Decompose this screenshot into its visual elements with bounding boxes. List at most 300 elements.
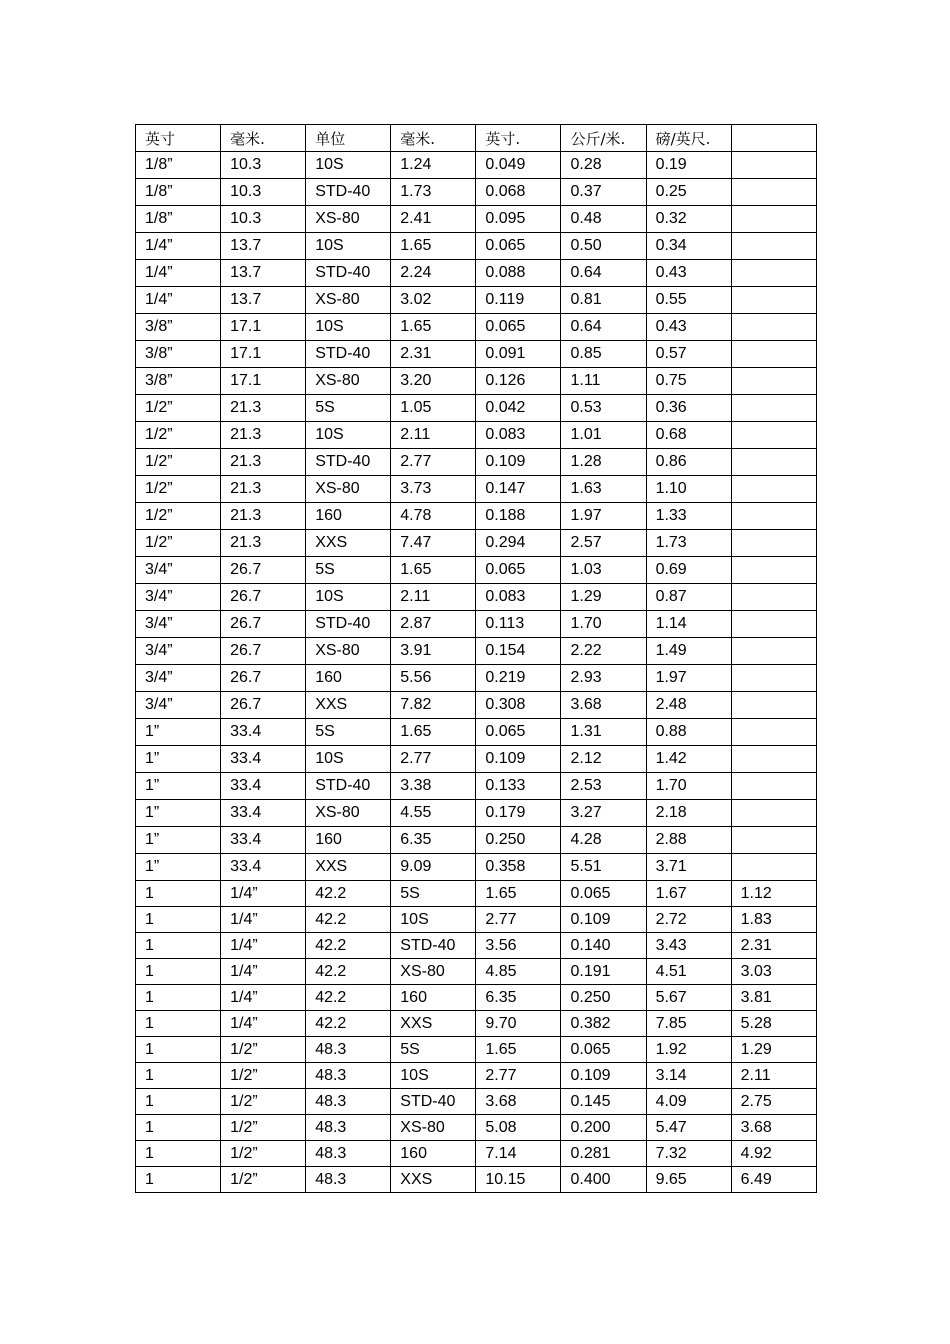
table-cell: 1/2” xyxy=(221,1167,306,1193)
table-cell: 0.119 xyxy=(476,287,561,314)
table-cell: 0.294 xyxy=(476,530,561,557)
table-cell: 3.38 xyxy=(391,773,476,800)
table-cell: 3.27 xyxy=(561,800,646,827)
header-cell: 毫米. xyxy=(221,125,306,152)
table-cell: XXS xyxy=(306,530,391,557)
table-cell: 2.77 xyxy=(391,449,476,476)
table-cell: 1.12 xyxy=(731,881,816,907)
table-cell: 1 xyxy=(136,1167,221,1193)
table-cell: 1/4” xyxy=(221,1011,306,1037)
table-cell xyxy=(731,584,816,611)
table-cell: 13.7 xyxy=(221,287,306,314)
table-cell: 3.68 xyxy=(731,1115,816,1141)
table-cell: 10S xyxy=(306,746,391,773)
table-cell: 3/4” xyxy=(136,584,221,611)
table-cell: 0.145 xyxy=(561,1089,646,1115)
table-cell: 0.36 xyxy=(646,395,731,422)
table-cell: 0.43 xyxy=(646,260,731,287)
table-cell xyxy=(731,557,816,584)
table-cell: 13.7 xyxy=(221,260,306,287)
table-cell: 10S xyxy=(391,1063,476,1089)
table-cell: 0.53 xyxy=(561,395,646,422)
table-cell: 10.3 xyxy=(221,206,306,233)
table-cell: XXS xyxy=(306,854,391,881)
table-cell: 26.7 xyxy=(221,692,306,719)
table-cell: 0.25 xyxy=(646,179,731,206)
table-cell: XS-80 xyxy=(306,287,391,314)
table-cell: 26.7 xyxy=(221,638,306,665)
table-row xyxy=(136,665,817,692)
table-cell: 1/8” xyxy=(136,206,221,233)
table-cell: 3.20 xyxy=(391,368,476,395)
table-cell: 1.65 xyxy=(391,557,476,584)
table-cell: 1/2” xyxy=(136,422,221,449)
table-cell: XXS xyxy=(391,1167,476,1193)
table-cell: 48.3 xyxy=(306,1063,391,1089)
table-cell: 0.32 xyxy=(646,206,731,233)
table-row xyxy=(136,881,817,907)
table-cell: 17.1 xyxy=(221,341,306,368)
table-cell: 2.88 xyxy=(646,827,731,854)
table-cell: 1.73 xyxy=(391,179,476,206)
table-cell: 1 xyxy=(136,1115,221,1141)
table-cell xyxy=(731,719,816,746)
table-cell xyxy=(731,800,816,827)
table-cell: 0.065 xyxy=(561,881,646,907)
table-cell: 0.113 xyxy=(476,611,561,638)
table-cell: 10S xyxy=(306,233,391,260)
table-cell: 6.49 xyxy=(731,1167,816,1193)
table-cell: 10S xyxy=(306,314,391,341)
table-cell: 3.03 xyxy=(731,959,816,985)
table-cell: STD-40 xyxy=(306,260,391,287)
header-cell: 公斤/米. xyxy=(561,125,646,152)
table-cell: 160 xyxy=(391,1141,476,1167)
table-cell: 0.191 xyxy=(561,959,646,985)
table-cell: 5.56 xyxy=(391,665,476,692)
table-cell: 48.3 xyxy=(306,1089,391,1115)
table-cell: 0.109 xyxy=(561,1063,646,1089)
table-row xyxy=(136,584,817,611)
table-cell: 1 xyxy=(136,933,221,959)
table-cell xyxy=(731,368,816,395)
table-cell: 1.42 xyxy=(646,746,731,773)
header-cell: 磅/英尺. xyxy=(646,125,731,152)
table-cell: 1.97 xyxy=(646,665,731,692)
table-cell: 0.37 xyxy=(561,179,646,206)
table-cell: 0.69 xyxy=(646,557,731,584)
table-cell: 1 xyxy=(136,1089,221,1115)
table-cell: 4.09 xyxy=(646,1089,731,1115)
table-row xyxy=(136,827,817,854)
table-cell: 1.01 xyxy=(561,422,646,449)
table-cell: 160 xyxy=(306,503,391,530)
table-cell: 3.43 xyxy=(646,933,731,959)
table-cell: 2.72 xyxy=(646,907,731,933)
table-cell: 3/4” xyxy=(136,557,221,584)
table-cell: 1 xyxy=(136,1141,221,1167)
table-cell: 1/2” xyxy=(136,530,221,557)
header-cell: 英寸. xyxy=(476,125,561,152)
table-row xyxy=(136,1063,817,1089)
table-cell: 1 xyxy=(136,907,221,933)
table-cell: 0.57 xyxy=(646,341,731,368)
table-cell: 0.88 xyxy=(646,719,731,746)
table-cell: 42.2 xyxy=(306,985,391,1011)
table-cell: 42.2 xyxy=(306,959,391,985)
table-cell: 0.065 xyxy=(476,233,561,260)
table-cell: 3.68 xyxy=(561,692,646,719)
table-cell: 3/8” xyxy=(136,341,221,368)
table-cell: 5.28 xyxy=(731,1011,816,1037)
header-cell: 单位 xyxy=(306,125,391,152)
table-cell xyxy=(731,233,816,260)
table-cell: 0.109 xyxy=(476,449,561,476)
table-cell: 0.68 xyxy=(646,422,731,449)
table-row xyxy=(136,1089,817,1115)
table-cell: 42.2 xyxy=(306,881,391,907)
table-cell: 1.24 xyxy=(391,152,476,179)
table-cell: 5S xyxy=(306,719,391,746)
table-cell: 2.93 xyxy=(561,665,646,692)
table-cell: 33.4 xyxy=(221,827,306,854)
table-cell: 2.48 xyxy=(646,692,731,719)
table-cell: 3.68 xyxy=(476,1089,561,1115)
table-cell: 0.133 xyxy=(476,773,561,800)
table-cell: 1.73 xyxy=(646,530,731,557)
table-cell: 5.67 xyxy=(646,985,731,1011)
table-cell: 160 xyxy=(391,985,476,1011)
table-cell: 3/8” xyxy=(136,314,221,341)
header-row xyxy=(136,125,817,152)
table-cell: 5S xyxy=(391,881,476,907)
table-cell: 1” xyxy=(136,827,221,854)
table-row xyxy=(136,314,817,341)
table-cell xyxy=(731,692,816,719)
table-cell: 2.57 xyxy=(561,530,646,557)
table-cell xyxy=(731,638,816,665)
table-row xyxy=(136,933,817,959)
table-cell: 0.109 xyxy=(561,907,646,933)
table-row xyxy=(136,611,817,638)
table-row xyxy=(136,692,817,719)
table-cell: XS-80 xyxy=(306,638,391,665)
table-cell: 6.35 xyxy=(476,985,561,1011)
table-cell: 4.28 xyxy=(561,827,646,854)
table-cell: STD-40 xyxy=(306,773,391,800)
table-cell: 2.41 xyxy=(391,206,476,233)
table-cell: 4.92 xyxy=(731,1141,816,1167)
table-cell: 0.065 xyxy=(561,1037,646,1063)
table-cell xyxy=(731,854,816,881)
table-cell: 1 xyxy=(136,985,221,1011)
table-cell: 1.29 xyxy=(731,1037,816,1063)
table-cell: 1.33 xyxy=(646,503,731,530)
table-cell: 0.126 xyxy=(476,368,561,395)
table-cell: 1” xyxy=(136,746,221,773)
table-cell: 3.14 xyxy=(646,1063,731,1089)
table-cell: 1.11 xyxy=(561,368,646,395)
table-cell xyxy=(731,746,816,773)
table-cell: 3.71 xyxy=(646,854,731,881)
table-cell: 0.86 xyxy=(646,449,731,476)
table-cell: 1/8” xyxy=(136,179,221,206)
table-cell: 10.3 xyxy=(221,152,306,179)
table-cell: 1/4” xyxy=(221,907,306,933)
table-cell: 7.85 xyxy=(646,1011,731,1037)
table-cell: 0.64 xyxy=(561,260,646,287)
table-cell: 1.65 xyxy=(476,881,561,907)
table-cell: 1” xyxy=(136,719,221,746)
table-row xyxy=(136,260,817,287)
table-cell: 5.08 xyxy=(476,1115,561,1141)
table-cell: 2.24 xyxy=(391,260,476,287)
table-cell: 1/2” xyxy=(221,1063,306,1089)
table-cell: 1.70 xyxy=(561,611,646,638)
table-cell: 1/2” xyxy=(221,1141,306,1167)
table-cell: 26.7 xyxy=(221,557,306,584)
table-row xyxy=(136,746,817,773)
table-cell: 0.083 xyxy=(476,584,561,611)
table-row xyxy=(136,422,817,449)
table-cell: 2.22 xyxy=(561,638,646,665)
table-cell: 3/8” xyxy=(136,368,221,395)
table-cell: 21.3 xyxy=(221,503,306,530)
table-cell: 1/4” xyxy=(136,260,221,287)
table-cell: 4.85 xyxy=(476,959,561,985)
table-cell: 10.15 xyxy=(476,1167,561,1193)
table-cell xyxy=(731,449,816,476)
table-cell: 17.1 xyxy=(221,368,306,395)
table-cell: 0.250 xyxy=(476,827,561,854)
table-cell: 0.068 xyxy=(476,179,561,206)
table-cell: 2.18 xyxy=(646,800,731,827)
table-cell: 1/8” xyxy=(136,152,221,179)
table-cell xyxy=(731,179,816,206)
table-cell: 0.091 xyxy=(476,341,561,368)
table-cell: 1/2” xyxy=(136,503,221,530)
table-cell: 7.32 xyxy=(646,1141,731,1167)
table-cell: 0.358 xyxy=(476,854,561,881)
table-cell: 1 xyxy=(136,1011,221,1037)
table-row xyxy=(136,854,817,881)
table-cell: STD-40 xyxy=(391,1089,476,1115)
table-cell: 0.281 xyxy=(561,1141,646,1167)
table-cell xyxy=(731,476,816,503)
table-cell: 0.308 xyxy=(476,692,561,719)
table-header xyxy=(136,125,817,152)
header-cell xyxy=(731,125,816,152)
table-cell: 1.65 xyxy=(391,233,476,260)
table-cell: 10.3 xyxy=(221,179,306,206)
table-cell: 33.4 xyxy=(221,800,306,827)
table-cell: 1.29 xyxy=(561,584,646,611)
header-cell: 毫米. xyxy=(391,125,476,152)
table-cell: 3.81 xyxy=(731,985,816,1011)
table-cell: 5.51 xyxy=(561,854,646,881)
table-cell: 1.03 xyxy=(561,557,646,584)
table-cell: 1/2” xyxy=(136,395,221,422)
table-cell: 33.4 xyxy=(221,773,306,800)
table-cell: 1.31 xyxy=(561,719,646,746)
table-row xyxy=(136,959,817,985)
table-cell: 21.3 xyxy=(221,530,306,557)
table-cell xyxy=(731,287,816,314)
table-cell: 21.3 xyxy=(221,422,306,449)
table-cell: 0.85 xyxy=(561,341,646,368)
table-cell xyxy=(731,314,816,341)
table-cell: 1.83 xyxy=(731,907,816,933)
table-cell: 33.4 xyxy=(221,746,306,773)
table-cell: XS-80 xyxy=(391,1115,476,1141)
table-cell xyxy=(731,827,816,854)
table-cell: 17.1 xyxy=(221,314,306,341)
table-cell: 1 xyxy=(136,1037,221,1063)
table-cell: 0.083 xyxy=(476,422,561,449)
table-cell: 48.3 xyxy=(306,1141,391,1167)
table-cell: 0.200 xyxy=(561,1115,646,1141)
table-cell: 33.4 xyxy=(221,719,306,746)
table-row xyxy=(136,557,817,584)
table-cell: 5S xyxy=(391,1037,476,1063)
table-cell: 0.042 xyxy=(476,395,561,422)
table-cell: 10S xyxy=(306,422,391,449)
table-cell: 0.250 xyxy=(561,985,646,1011)
table-cell: 1/4” xyxy=(221,933,306,959)
table-row xyxy=(136,800,817,827)
table-cell: XS-80 xyxy=(391,959,476,985)
table-cell: 1.65 xyxy=(476,1037,561,1063)
table-cell: 1/2” xyxy=(221,1089,306,1115)
table-cell: 7.82 xyxy=(391,692,476,719)
table-cell: 1/2” xyxy=(136,476,221,503)
table-cell: 1.67 xyxy=(646,881,731,907)
table-cell xyxy=(731,152,816,179)
table-cell: 26.7 xyxy=(221,611,306,638)
table-row xyxy=(136,1011,817,1037)
table-cell: 1” xyxy=(136,854,221,881)
table-row xyxy=(136,503,817,530)
table-row xyxy=(136,233,817,260)
table-row xyxy=(136,395,817,422)
table-cell: 0.140 xyxy=(561,933,646,959)
table-cell: 2.87 xyxy=(391,611,476,638)
table-cell: STD-40 xyxy=(306,179,391,206)
table-cell: 3.73 xyxy=(391,476,476,503)
table-row xyxy=(136,773,817,800)
table-row xyxy=(136,368,817,395)
table-cell: 1.63 xyxy=(561,476,646,503)
table-cell: STD-40 xyxy=(306,611,391,638)
table-cell: 3.56 xyxy=(476,933,561,959)
table-cell: 7.47 xyxy=(391,530,476,557)
table-cell: 4.55 xyxy=(391,800,476,827)
table-cell: 1” xyxy=(136,773,221,800)
table-cell: 1/4” xyxy=(221,985,306,1011)
table-cell: 2.75 xyxy=(731,1089,816,1115)
table-cell: 3/4” xyxy=(136,638,221,665)
table-cell: 2.11 xyxy=(731,1063,816,1089)
table-cell: XXS xyxy=(306,692,391,719)
table-cell: XS-80 xyxy=(306,368,391,395)
table-cell: 3.91 xyxy=(391,638,476,665)
table-row xyxy=(136,476,817,503)
table-cell: 4.78 xyxy=(391,503,476,530)
table-cell: 1 xyxy=(136,959,221,985)
table-cell: 1.10 xyxy=(646,476,731,503)
table-cell: 7.14 xyxy=(476,1141,561,1167)
table-cell: 1 xyxy=(136,1063,221,1089)
table-cell: 2.11 xyxy=(391,584,476,611)
table-cell: 0.147 xyxy=(476,476,561,503)
table-cell: STD-40 xyxy=(306,341,391,368)
table-cell: 1.92 xyxy=(646,1037,731,1063)
table-cell: 1.28 xyxy=(561,449,646,476)
table-cell: 0.219 xyxy=(476,665,561,692)
pipe-schedule-table xyxy=(135,124,817,1193)
table-cell xyxy=(731,611,816,638)
table-cell: 160 xyxy=(306,827,391,854)
table-cell xyxy=(731,395,816,422)
table-row xyxy=(136,1141,817,1167)
table-row xyxy=(136,206,817,233)
table-cell: 0.088 xyxy=(476,260,561,287)
table-cell: 21.3 xyxy=(221,476,306,503)
table-cell: 2.53 xyxy=(561,773,646,800)
table-cell: XS-80 xyxy=(306,206,391,233)
table-cell: 0.19 xyxy=(646,152,731,179)
table-cell: 1.65 xyxy=(391,719,476,746)
table-row xyxy=(136,985,817,1011)
table-cell: 0.154 xyxy=(476,638,561,665)
table-cell: 1.97 xyxy=(561,503,646,530)
table-cell: XXS xyxy=(391,1011,476,1037)
table-cell: 42.2 xyxy=(306,933,391,959)
table-cell: 10S xyxy=(306,152,391,179)
table-cell: 42.2 xyxy=(306,1011,391,1037)
table-cell: 0.400 xyxy=(561,1167,646,1193)
table-cell: 0.049 xyxy=(476,152,561,179)
table-cell: 1/4” xyxy=(136,287,221,314)
table-cell: 21.3 xyxy=(221,395,306,422)
table-cell: 1/4” xyxy=(136,233,221,260)
table-cell: 1/4” xyxy=(221,881,306,907)
table-row xyxy=(136,341,817,368)
table-cell: 9.65 xyxy=(646,1167,731,1193)
table-cell: 1.05 xyxy=(391,395,476,422)
table-cell: 0.81 xyxy=(561,287,646,314)
table-cell: 10S xyxy=(391,907,476,933)
table-row xyxy=(136,449,817,476)
table-cell: 6.35 xyxy=(391,827,476,854)
table-cell: 0.34 xyxy=(646,233,731,260)
table-row xyxy=(136,530,817,557)
table-row xyxy=(136,1115,817,1141)
table-row xyxy=(136,287,817,314)
table-row xyxy=(136,152,817,179)
table-cell: 2.12 xyxy=(561,746,646,773)
table-cell xyxy=(731,665,816,692)
table-cell: 5S xyxy=(306,395,391,422)
table-cell: STD-40 xyxy=(306,449,391,476)
table-cell: 3.02 xyxy=(391,287,476,314)
table-row xyxy=(136,907,817,933)
table-cell: 48.3 xyxy=(306,1037,391,1063)
table-cell: 1/2” xyxy=(221,1037,306,1063)
table-cell: XS-80 xyxy=(306,800,391,827)
table-cell: 1.49 xyxy=(646,638,731,665)
table-cell: 9.09 xyxy=(391,854,476,881)
